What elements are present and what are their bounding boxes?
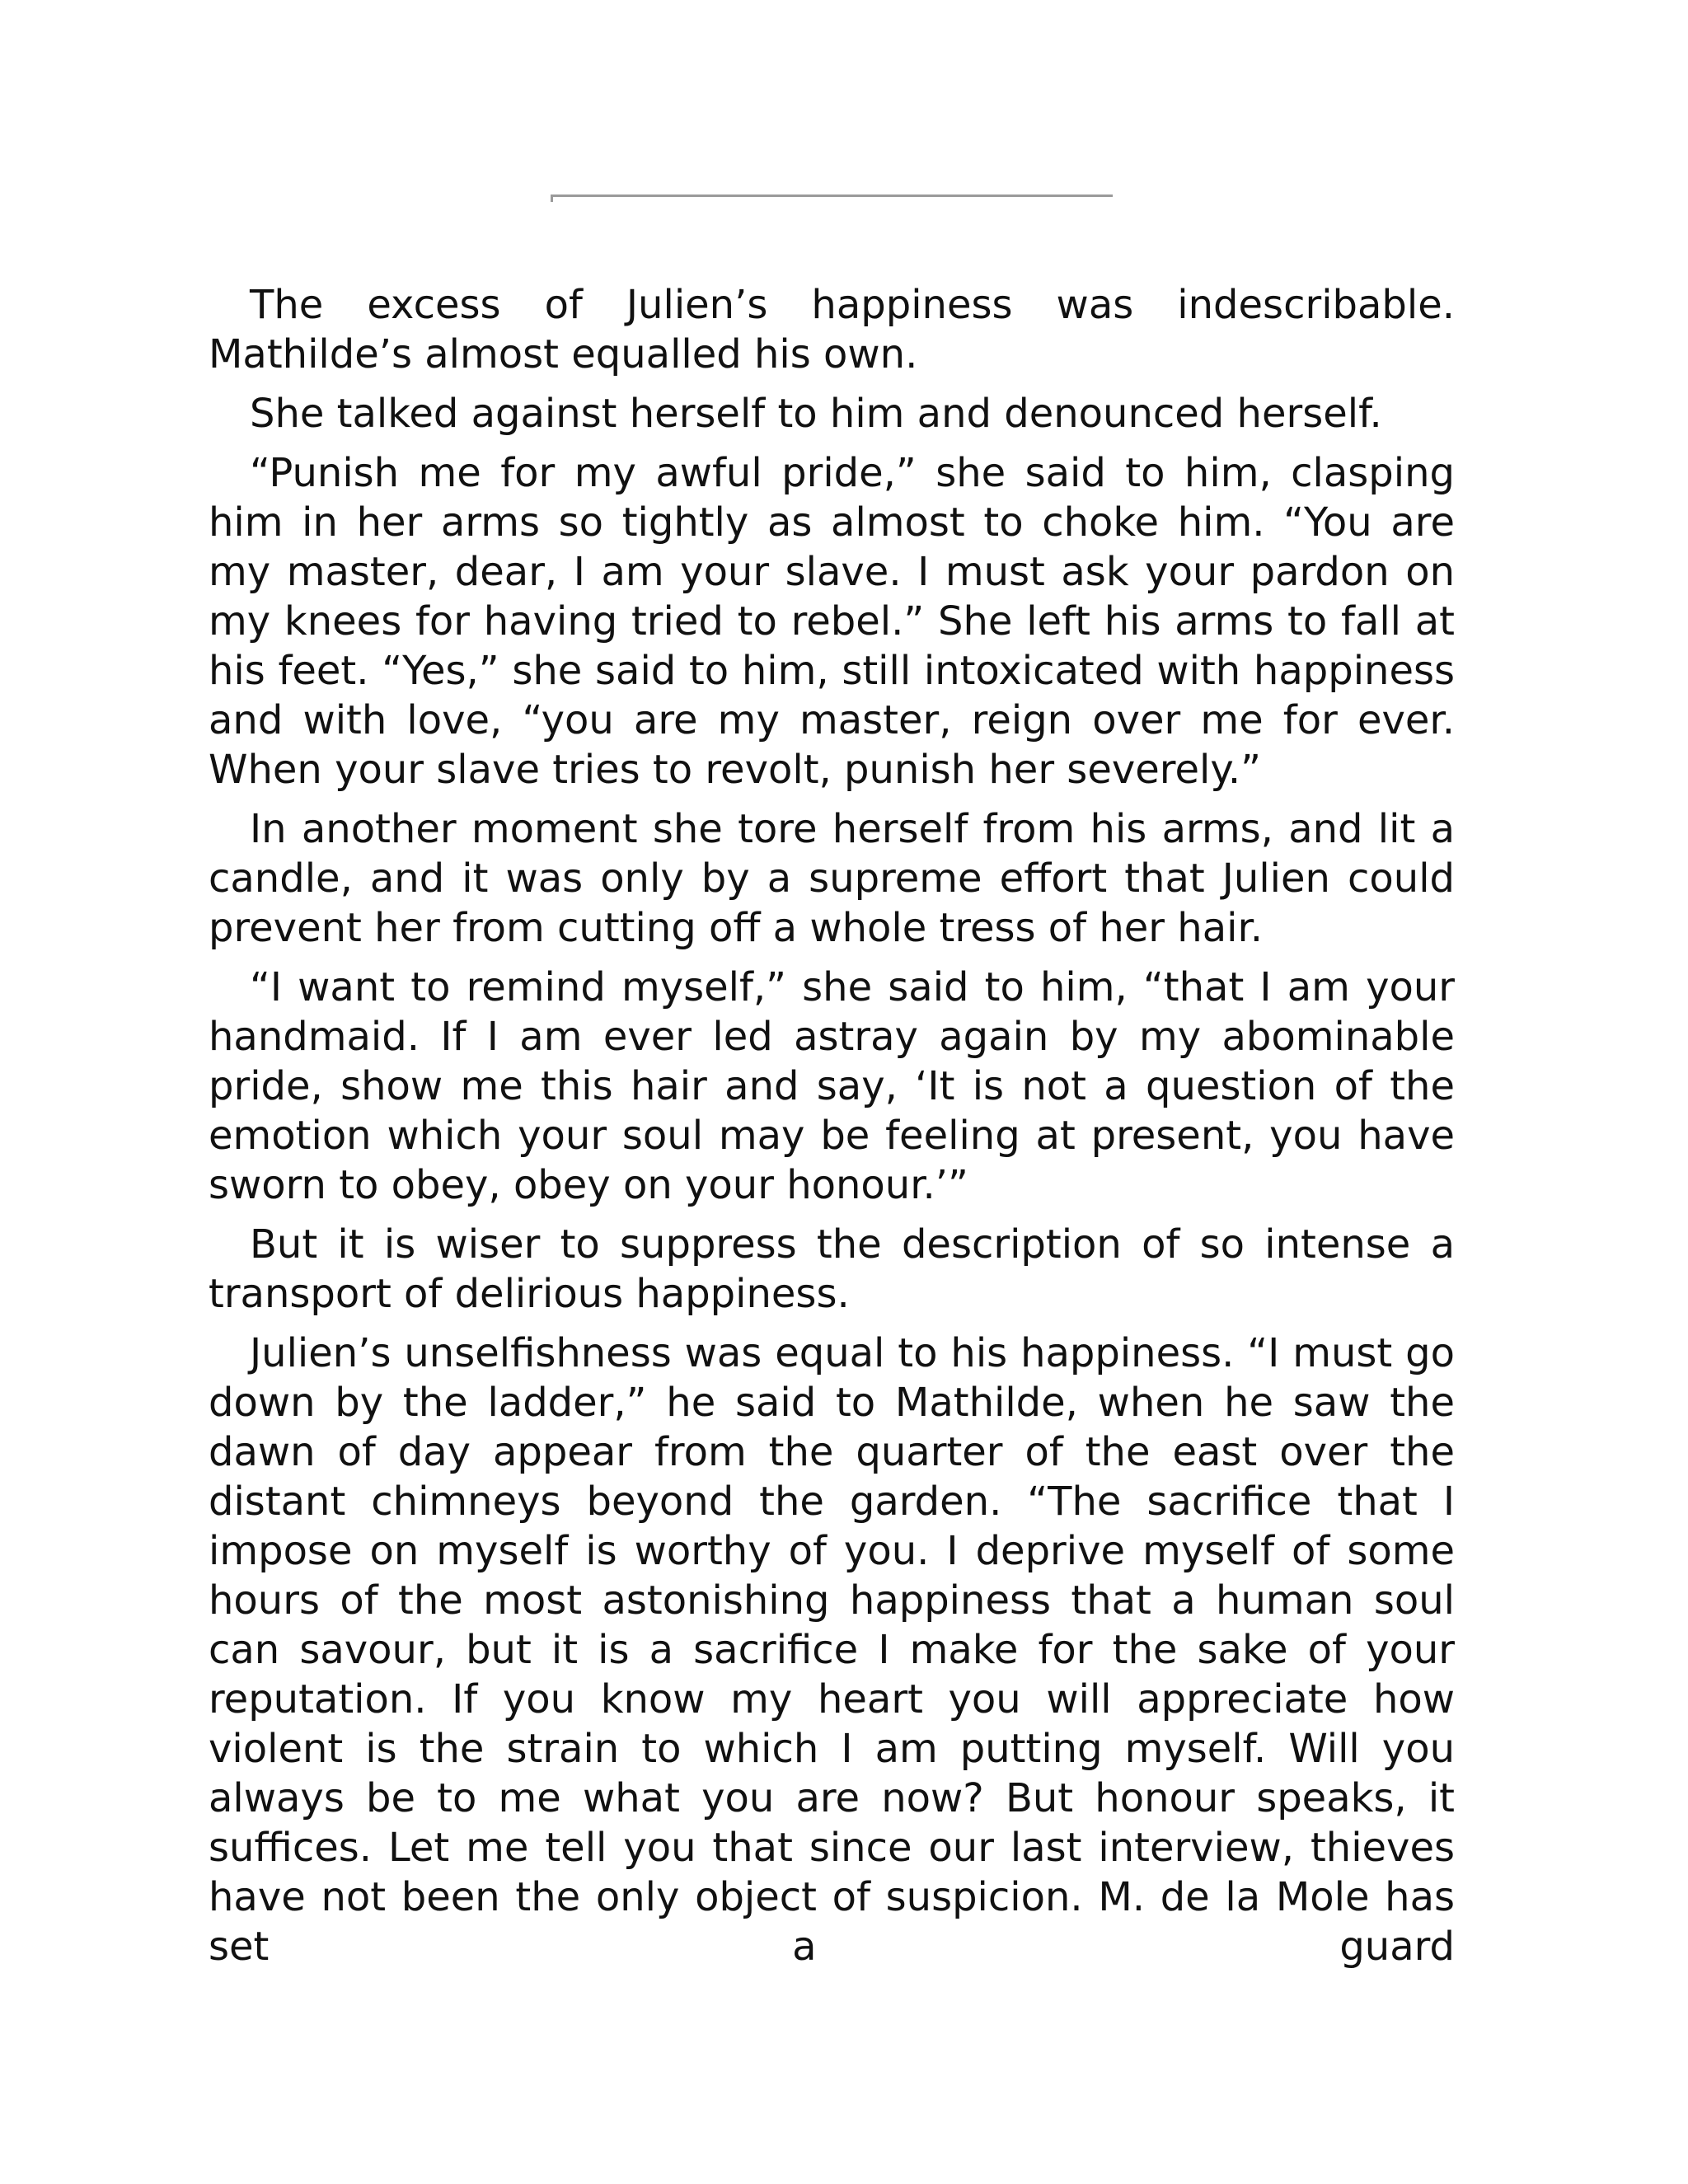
paragraph: She talked against herself to him and denounced herself. xyxy=(250,391,1382,437)
paragraph: “Punish me for my awful pride,” she said to him, clasping him in her arms so tightly as almost to choke him. “You are my master, dear, I am your slave. I must ask your pardon on my knees for having tried to rebel.” She left his arms to fall at his feet. “Yes,” she said to him, still intoxicated with happiness and with love, “you are my master, reign over me for ever. When your slave tries to revolt, punish her severely.” xyxy=(209,450,1455,793)
paragraph: The excess of Julien’s happiness was indescribable. Mathilde’s almost equalled his own. xyxy=(209,282,1455,377)
paragraph: In another moment she tore herself from his arms, and lit a candle, and it was only by a supreme effort that Julien could prevent her from cutting off a whole tress of her hair. xyxy=(209,806,1455,951)
paragraph: Julien’s unselfishness was equal to his happiness. “I must go down by the ladder,” he said to Mathilde, when he saw the dawn of day appear from the quarter of the east over the distant chimneys beyond the garden. “The sacrifice that I impose on myself is worthy of you. I deprive myself of some hours of the most astonishing happiness that a human soul can savour, but it is a sacrifice I make for the sake of your reputation. If you know my heart you will appreciate how violent is the strain to which I am putting myself. Will you always be to me what you are now? But honour speaks, it suffices. Let me tell you that since our last interview, thieves have not been the only object of suspicion. M. de la Mole has set a guard xyxy=(209,1330,1455,1970)
paragraph: “I want to remind myself,” she said to him, “that I am your handmaid. If I am ever led astray again by my abominable pride, show me this hair and say, ‘It is not a question of the emotion which your soul may be feeling at present, you have sworn to obey, obey on your honour.’” xyxy=(209,964,1455,1208)
header-rule xyxy=(551,194,1113,197)
page-body xyxy=(209,280,1455,1981)
paragraph: But it is wiser to suppress the description of so intense a transport of delirious happiness. xyxy=(209,1221,1455,1317)
